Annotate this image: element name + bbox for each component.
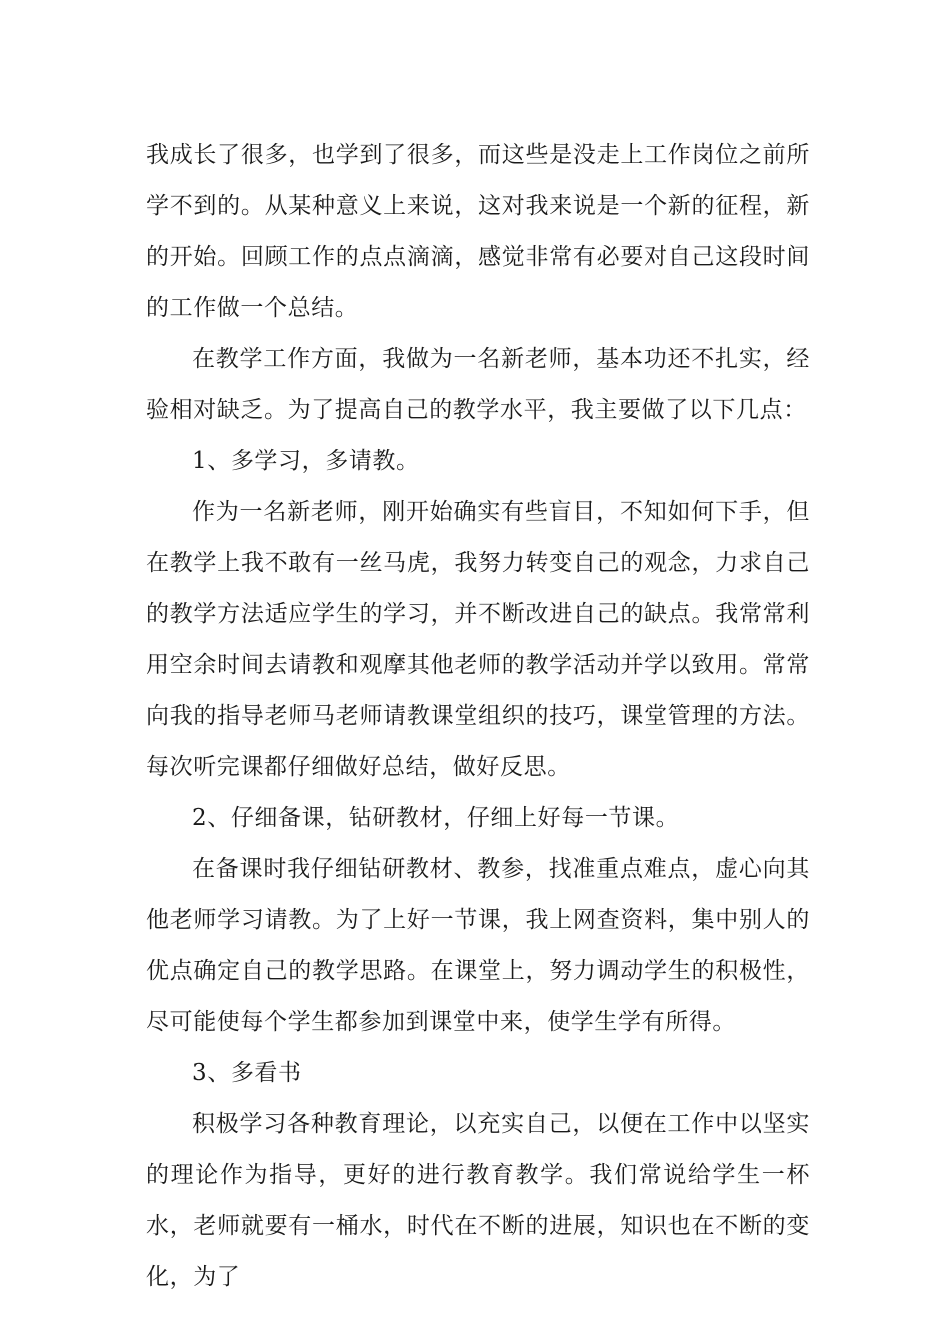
paragraph-point-1-body: 作为一名新老师，刚开始确实有些盲目，不知如何下手，但在教学上我不敢有一丝马虎，我努力转变自己的观念，力求自己的教学方法适应学生的学习，并不断改进自己的缺点。我常常利用空余时间去请教和观摩其他老师的教学活动并学以致用。常常向我的指导老师马老师请教课堂组织的技巧，课堂管理的方法。每次听完课都仔细做好总结，做好反思。: [146, 499, 810, 780]
paragraph-continuation: 我成长了很多，也学到了很多，而这些是没走上工作岗位之前所学不到的。从某种意义上来说，这对我来说是一个新的征程，新的开始。回顾工作的点点滴滴，感觉非常有必要对自己这段时间的工作做一个总结。: [146, 142, 810, 321]
document-body: [146, 130, 810, 1303]
heading-point-1: 1、多学习，多请教。: [192, 448, 420, 474]
paragraph-point-2-body: 在备课时我仔细钻研教材、教参，找准重点难点，虚心向其他老师学习请教。为了上好一节课，我上网查资料，集中别人的优点确定自己的教学思路。在课堂上，努力调动学生的积极性，尽可能使每个学生都参加到课堂中来，使学生学有所得。: [146, 856, 810, 1035]
paragraph-point-3-body: 积极学习各种教育理论，以充实自己，以便在工作中以坚实的理论作为指导，更好的进行教育教学。我们常说给学生一杯水，老师就要有一桶水，时代在不断的进展，知识也在不断的变化，为了: [146, 1111, 810, 1290]
paragraph-teaching-intro: 在教学工作方面，我做为一名新老师，基本功还不扎实，经验相对缺乏。为了提高自己的教学水平，我主要做了以下几点：: [146, 346, 810, 423]
heading-point-2: 2、仔细备课，钻研教材，仔细上好每一节课。: [192, 805, 680, 831]
heading-point-3: 3、多看书: [192, 1060, 302, 1086]
